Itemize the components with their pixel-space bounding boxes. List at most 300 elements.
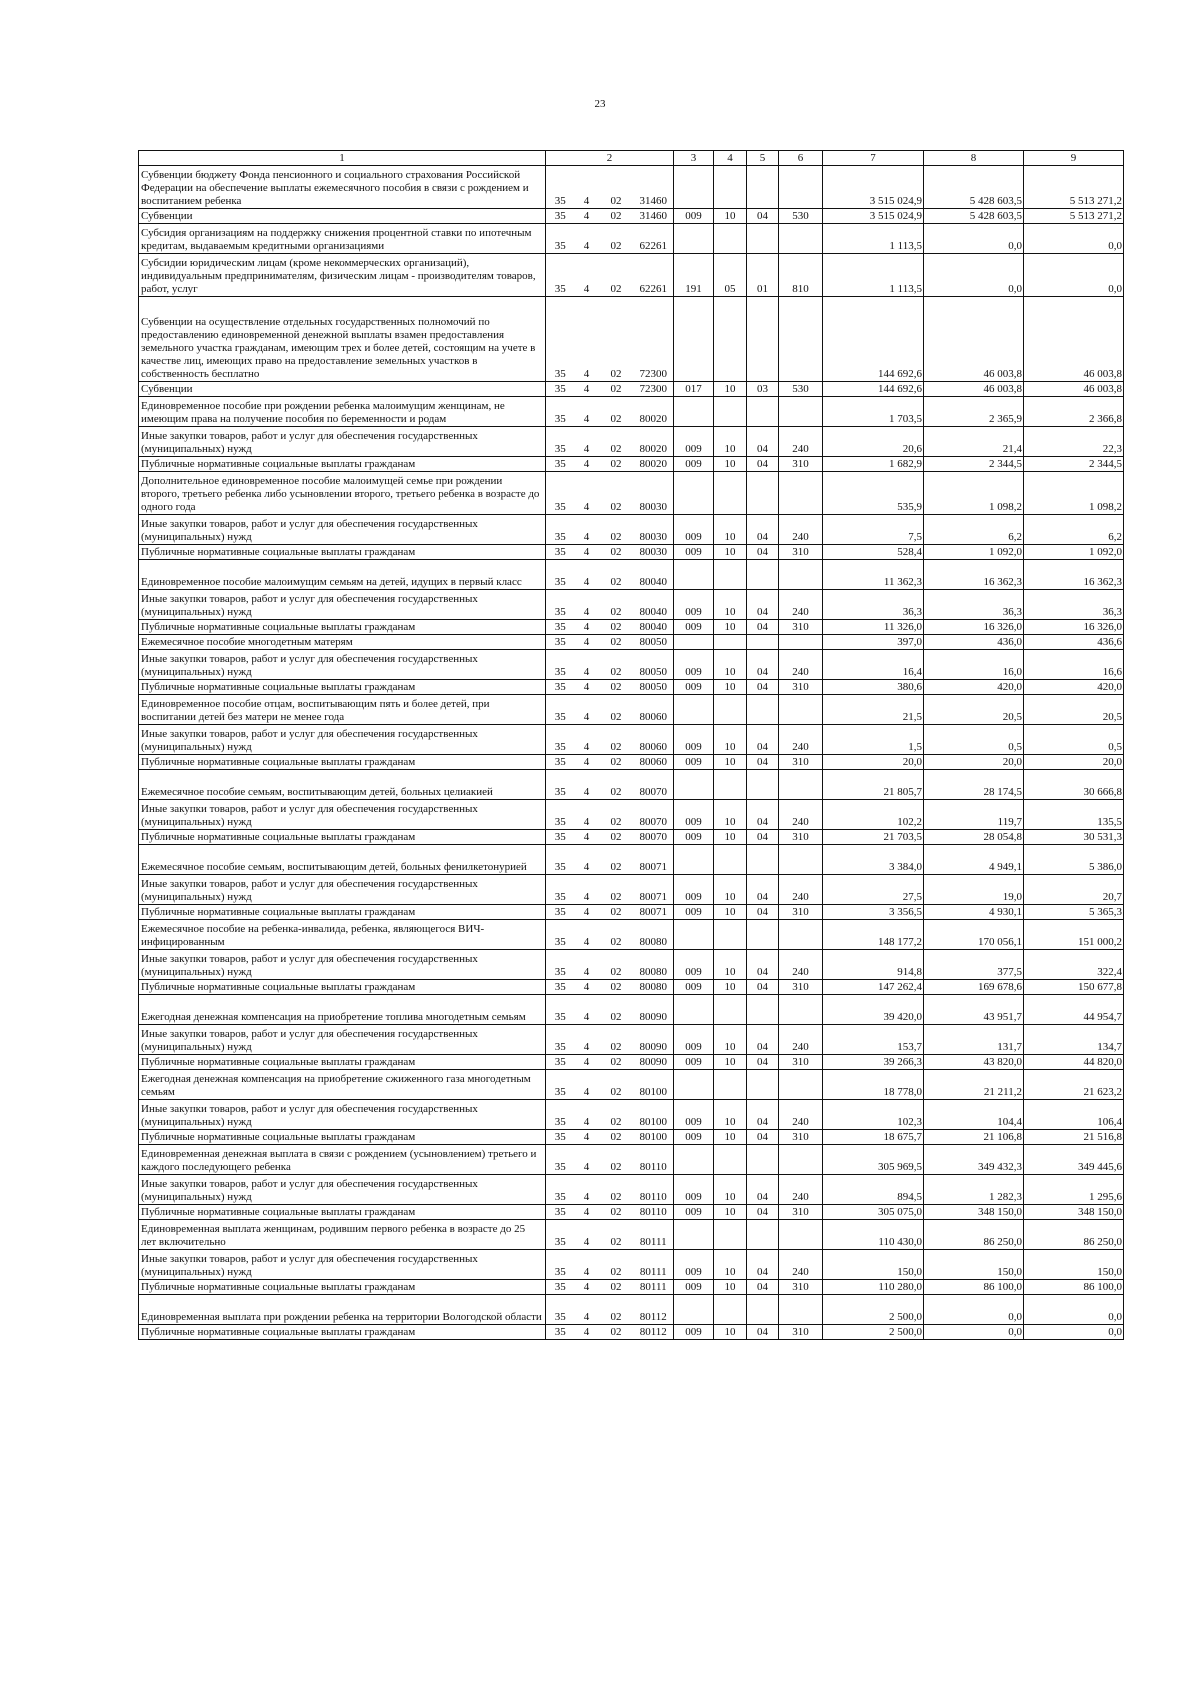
code-subsection (747, 397, 779, 427)
code-subsection (747, 224, 779, 254)
code-subprogram: 02 (599, 427, 634, 457)
table-row (139, 1070, 1124, 1100)
code-section: 10 (714, 1025, 747, 1055)
code-direction: 80050 (634, 650, 674, 680)
code-section: 10 (714, 209, 747, 224)
table-row (139, 875, 1124, 905)
amount-year-1: 380,6 (823, 680, 924, 695)
code-admin: 35 (546, 1130, 575, 1145)
code-ministry (674, 297, 714, 382)
row-name: Иные закупки товаров, работ и услуг для обеспечения государственных (муниципальных) нужд (139, 1250, 546, 1280)
code-direction: 80020 (634, 457, 674, 472)
amount-year-3: 436,6 (1024, 635, 1124, 650)
code-subprogram: 02 (599, 254, 634, 297)
code-subsection (747, 770, 779, 800)
code-admin: 35 (546, 845, 575, 875)
amount-year-3: 5 513 271,2 (1024, 209, 1124, 224)
code-expense-type: 240 (779, 1100, 823, 1130)
code-expense-type (779, 224, 823, 254)
amount-year-1: 528,4 (823, 545, 924, 560)
code-subprogram: 02 (599, 560, 634, 590)
row-name: Публичные нормативные социальные выплаты гражданам (139, 980, 546, 995)
amount-year-2: 4 949,1 (924, 845, 1024, 875)
code-section (714, 770, 747, 800)
code-expense-type (779, 1070, 823, 1100)
code-expense-type (779, 995, 823, 1025)
code-subsection: 04 (747, 980, 779, 995)
code-subsection: 04 (747, 545, 779, 560)
table-row (139, 920, 1124, 950)
code-subprogram: 02 (599, 297, 634, 382)
row-name: Иные закупки товаров, работ и услуг для обеспечения государственных (муниципальных) нужд (139, 875, 546, 905)
code-admin: 35 (546, 397, 575, 427)
code-ministry: 009 (674, 1055, 714, 1070)
amount-year-3: 86 250,0 (1024, 1220, 1124, 1250)
code-section (714, 995, 747, 1025)
table-row (139, 560, 1124, 590)
code-admin: 35 (546, 1325, 575, 1340)
table-row (139, 297, 1124, 382)
code-subprogram: 02 (599, 680, 634, 695)
code-subsection: 04 (747, 950, 779, 980)
code-section: 10 (714, 1175, 747, 1205)
table-row (139, 995, 1124, 1025)
code-expense-type: 240 (779, 427, 823, 457)
row-name: Субвенции на осуществление отдельных государственных полномочий по предоставлению единовременной денежной выплаты взамен предоставления земельного участка гражданам, имеющим трех и более детей, состоящим на учете в качестве лиц, имеющих право на предоставление земельных участков в собственность бесплатно (139, 297, 546, 382)
row-name: Публичные нормативные социальные выплаты гражданам (139, 1325, 546, 1340)
code-admin: 35 (546, 875, 575, 905)
code-direction: 80050 (634, 680, 674, 695)
code-admin: 35 (546, 224, 575, 254)
amount-year-3: 21 623,2 (1024, 1070, 1124, 1100)
code-section: 10 (714, 1280, 747, 1295)
code-subsection: 04 (747, 725, 779, 755)
code-program: 4 (575, 950, 599, 980)
code-ministry (674, 845, 714, 875)
code-direction: 80080 (634, 920, 674, 950)
table-row (139, 209, 1124, 224)
amount-year-1: 1 703,5 (823, 397, 924, 427)
code-expense-type: 240 (779, 590, 823, 620)
code-subsection (747, 472, 779, 515)
code-subsection: 04 (747, 1280, 779, 1295)
table-row (139, 427, 1124, 457)
amount-year-1: 153,7 (823, 1025, 924, 1055)
code-expense-type: 310 (779, 1280, 823, 1295)
code-subprogram: 02 (599, 1220, 634, 1250)
amount-year-1: 3 384,0 (823, 845, 924, 875)
code-ministry (674, 695, 714, 725)
amount-year-1: 21 805,7 (823, 770, 924, 800)
code-admin: 35 (546, 905, 575, 920)
amount-year-2: 2 344,5 (924, 457, 1024, 472)
code-ministry: 009 (674, 545, 714, 560)
row-name: Единовременное пособие при рождении ребенка малоимущим женщинам, не имеющим права на получение пособия по беременности и родам (139, 397, 546, 427)
code-direction: 31460 (634, 166, 674, 209)
code-program: 4 (575, 905, 599, 920)
code-subprogram: 02 (599, 650, 634, 680)
amount-year-3: 420,0 (1024, 680, 1124, 695)
amount-year-1: 1 113,5 (823, 254, 924, 297)
amount-year-3: 135,5 (1024, 800, 1124, 830)
code-direction: 80090 (634, 1025, 674, 1055)
code-direction: 31460 (634, 209, 674, 224)
amount-year-2: 43 820,0 (924, 1055, 1024, 1070)
code-subprogram: 02 (599, 920, 634, 950)
code-section: 10 (714, 427, 747, 457)
code-ministry: 191 (674, 254, 714, 297)
code-direction: 80090 (634, 1055, 674, 1070)
amount-year-1: 3 515 024,9 (823, 209, 924, 224)
code-section (714, 1070, 747, 1100)
code-program: 4 (575, 545, 599, 560)
code-program: 4 (575, 472, 599, 515)
code-program: 4 (575, 875, 599, 905)
code-expense-type: 240 (779, 515, 823, 545)
code-program: 4 (575, 920, 599, 950)
code-subprogram: 02 (599, 1130, 634, 1145)
code-admin: 35 (546, 209, 575, 224)
code-ministry (674, 635, 714, 650)
code-subsection: 04 (747, 515, 779, 545)
code-subsection: 04 (747, 209, 779, 224)
table-row (139, 515, 1124, 545)
amount-year-2: 43 951,7 (924, 995, 1024, 1025)
code-direction: 80112 (634, 1325, 674, 1340)
code-direction: 80030 (634, 515, 674, 545)
code-direction: 80060 (634, 755, 674, 770)
code-ministry (674, 770, 714, 800)
code-expense-type: 530 (779, 209, 823, 224)
code-program: 4 (575, 209, 599, 224)
amount-year-1: 16,4 (823, 650, 924, 680)
code-direction: 80111 (634, 1250, 674, 1280)
amount-year-1: 894,5 (823, 1175, 924, 1205)
amount-year-2: 5 428 603,5 (924, 166, 1024, 209)
amount-year-1: 110 280,0 (823, 1280, 924, 1295)
code-expense-type: 240 (779, 1175, 823, 1205)
code-expense-type: 310 (779, 830, 823, 845)
row-name: Публичные нормативные социальные выплаты гражданам (139, 1055, 546, 1070)
code-expense-type: 310 (779, 545, 823, 560)
table-row (139, 472, 1124, 515)
code-direction: 80110 (634, 1205, 674, 1220)
code-subsection: 04 (747, 1055, 779, 1070)
code-expense-type (779, 560, 823, 590)
code-ministry (674, 472, 714, 515)
amount-year-3: 20,7 (1024, 875, 1124, 905)
code-expense-type (779, 472, 823, 515)
amount-year-1: 27,5 (823, 875, 924, 905)
amount-year-1: 21 703,5 (823, 830, 924, 845)
code-subprogram: 02 (599, 905, 634, 920)
amount-year-1: 1 682,9 (823, 457, 924, 472)
code-ministry (674, 995, 714, 1025)
code-ministry: 009 (674, 620, 714, 635)
row-name: Ежемесячное пособие семьям, воспитывающим детей, больных целиакией (139, 770, 546, 800)
code-program: 4 (575, 800, 599, 830)
code-expense-type (779, 1295, 823, 1325)
table-row (139, 800, 1124, 830)
code-subsection: 04 (747, 1130, 779, 1145)
amount-year-2: 16,0 (924, 650, 1024, 680)
code-admin: 35 (546, 297, 575, 382)
row-name: Субсидии юридическим лицам (кроме некоммерческих организаций), индивидуальным предпринимателям, физическим лицам - производителям товаров, работ, услуг (139, 254, 546, 297)
row-name: Единовременная выплата при рождении ребенка на территории Вологодской области (139, 1295, 546, 1325)
code-expense-type (779, 1220, 823, 1250)
code-subprogram: 02 (599, 515, 634, 545)
code-program: 4 (575, 397, 599, 427)
amount-year-2: 0,0 (924, 1295, 1024, 1325)
code-section (714, 224, 747, 254)
code-program: 4 (575, 1100, 599, 1130)
code-direction: 80112 (634, 1295, 674, 1325)
code-admin: 35 (546, 800, 575, 830)
code-section: 10 (714, 800, 747, 830)
code-section: 05 (714, 254, 747, 297)
table-row (139, 905, 1124, 920)
code-ministry: 009 (674, 755, 714, 770)
code-direction: 62261 (634, 224, 674, 254)
code-ministry: 009 (674, 680, 714, 695)
amount-year-3: 150 677,8 (1024, 980, 1124, 995)
amount-year-3: 5 513 271,2 (1024, 166, 1124, 209)
code-admin: 35 (546, 755, 575, 770)
code-direction: 72300 (634, 297, 674, 382)
code-subprogram: 02 (599, 382, 634, 397)
code-ministry (674, 397, 714, 427)
code-subsection: 04 (747, 1205, 779, 1220)
row-name: Единовременное пособие отцам, воспитывающим пять и более детей, при воспитании детей без матери не менее года (139, 695, 546, 725)
amount-year-3: 46 003,8 (1024, 297, 1124, 382)
amount-year-3: 134,7 (1024, 1025, 1124, 1055)
code-program: 4 (575, 254, 599, 297)
code-ministry (674, 1295, 714, 1325)
amount-year-2: 86 250,0 (924, 1220, 1024, 1250)
amount-year-1: 3 515 024,9 (823, 166, 924, 209)
code-direction: 80070 (634, 800, 674, 830)
row-name: Публичные нормативные социальные выплаты гражданам (139, 905, 546, 920)
code-ministry: 009 (674, 980, 714, 995)
row-name: Иные закупки товаров, работ и услуг для обеспечения государственных (муниципальных) нужд (139, 1025, 546, 1055)
code-direction: 80100 (634, 1130, 674, 1145)
code-subsection (747, 920, 779, 950)
code-section: 10 (714, 950, 747, 980)
amount-year-1: 11 326,0 (823, 620, 924, 635)
row-name: Субвенции (139, 382, 546, 397)
code-section: 10 (714, 980, 747, 995)
code-section (714, 1145, 747, 1175)
amount-year-1: 148 177,2 (823, 920, 924, 950)
code-section: 10 (714, 1100, 747, 1130)
header-col-2: 2 (546, 151, 674, 166)
code-admin: 35 (546, 920, 575, 950)
table-row (139, 1145, 1124, 1175)
amount-year-2: 2 365,9 (924, 397, 1024, 427)
table-row (139, 166, 1124, 209)
code-subprogram: 02 (599, 950, 634, 980)
code-section (714, 1295, 747, 1325)
amount-year-1: 305 075,0 (823, 1205, 924, 1220)
code-admin: 35 (546, 382, 575, 397)
code-subsection: 04 (747, 1025, 779, 1055)
table-row (139, 695, 1124, 725)
amount-year-1: 102,2 (823, 800, 924, 830)
code-program: 4 (575, 650, 599, 680)
code-admin: 35 (546, 1220, 575, 1250)
amount-year-2: 20,0 (924, 755, 1024, 770)
table-row (139, 1220, 1124, 1250)
code-section (714, 1220, 747, 1250)
amount-year-3: 44 954,7 (1024, 995, 1124, 1025)
code-subprogram: 02 (599, 1175, 634, 1205)
code-subsection (747, 1220, 779, 1250)
code-program: 4 (575, 1145, 599, 1175)
code-subprogram: 02 (599, 1025, 634, 1055)
code-ministry: 009 (674, 1280, 714, 1295)
amount-year-3: 30 531,3 (1024, 830, 1124, 845)
code-expense-type (779, 695, 823, 725)
code-admin: 35 (546, 1295, 575, 1325)
code-subprogram: 02 (599, 845, 634, 875)
amount-year-3: 16 326,0 (1024, 620, 1124, 635)
amount-year-1: 144 692,6 (823, 382, 924, 397)
code-ministry (674, 1220, 714, 1250)
code-direction: 80060 (634, 725, 674, 755)
amount-year-3: 30 666,8 (1024, 770, 1124, 800)
amount-year-1: 18 778,0 (823, 1070, 924, 1100)
code-expense-type (779, 635, 823, 650)
amount-year-3: 0,5 (1024, 725, 1124, 755)
row-name: Ежемесячное пособие семьям, воспитывающим детей, больных фенилкетонурией (139, 845, 546, 875)
code-subprogram: 02 (599, 770, 634, 800)
code-ministry (674, 166, 714, 209)
amount-year-1: 7,5 (823, 515, 924, 545)
code-direction: 80060 (634, 695, 674, 725)
amount-year-3: 36,3 (1024, 590, 1124, 620)
row-name: Публичные нормативные социальные выплаты гражданам (139, 755, 546, 770)
amount-year-2: 1 282,3 (924, 1175, 1024, 1205)
code-subprogram: 02 (599, 224, 634, 254)
code-expense-type: 310 (779, 1055, 823, 1070)
code-program: 4 (575, 725, 599, 755)
amount-year-1: 535,9 (823, 472, 924, 515)
code-subprogram: 02 (599, 457, 634, 472)
table-row (139, 1295, 1124, 1325)
code-expense-type: 240 (779, 950, 823, 980)
code-expense-type: 240 (779, 650, 823, 680)
code-program: 4 (575, 1025, 599, 1055)
code-expense-type: 310 (779, 1205, 823, 1220)
code-subsection (747, 1070, 779, 1100)
code-program: 4 (575, 635, 599, 650)
code-subprogram: 02 (599, 1280, 634, 1295)
code-subsection: 04 (747, 1325, 779, 1340)
amount-year-3: 5 365,3 (1024, 905, 1124, 920)
code-subsection: 04 (747, 1100, 779, 1130)
code-section (714, 397, 747, 427)
amount-year-2: 28 054,8 (924, 830, 1024, 845)
amount-year-3: 22,3 (1024, 427, 1124, 457)
table-row (139, 725, 1124, 755)
code-section (714, 560, 747, 590)
code-admin: 35 (546, 980, 575, 995)
code-section: 10 (714, 650, 747, 680)
amount-year-2: 150,0 (924, 1250, 1024, 1280)
amount-year-3: 349 445,6 (1024, 1145, 1124, 1175)
code-direction: 80020 (634, 427, 674, 457)
code-admin: 35 (546, 1205, 575, 1220)
code-ministry (674, 920, 714, 950)
header-col-6: 6 (779, 151, 823, 166)
amount-year-3: 16,6 (1024, 650, 1124, 680)
row-name: Иные закупки товаров, работ и услуг для обеспечения государственных (муниципальных) нужд (139, 515, 546, 545)
code-direction: 80070 (634, 830, 674, 845)
code-admin: 35 (546, 620, 575, 635)
row-name: Публичные нормативные социальные выплаты гражданам (139, 680, 546, 695)
amount-year-3: 20,0 (1024, 755, 1124, 770)
code-ministry: 009 (674, 875, 714, 905)
table-row (139, 397, 1124, 427)
amount-year-1: 150,0 (823, 1250, 924, 1280)
header-col-1: 1 (139, 151, 546, 166)
code-subsection (747, 995, 779, 1025)
code-ministry: 009 (674, 457, 714, 472)
code-program: 4 (575, 457, 599, 472)
row-name: Субсидия организациям на поддержку снижения процентной ставки по ипотечным кредитам, выдаваемым кредитными организациями (139, 224, 546, 254)
code-subprogram: 02 (599, 209, 634, 224)
amount-year-3: 20,5 (1024, 695, 1124, 725)
code-subprogram: 02 (599, 1055, 634, 1070)
amount-year-1: 914,8 (823, 950, 924, 980)
amount-year-1: 110 430,0 (823, 1220, 924, 1250)
amount-year-2: 0,0 (924, 254, 1024, 297)
code-admin: 35 (546, 515, 575, 545)
amount-year-2: 86 100,0 (924, 1280, 1024, 1295)
code-subsection: 04 (747, 830, 779, 845)
code-expense-type: 240 (779, 875, 823, 905)
code-subsection (747, 560, 779, 590)
amount-year-1: 20,6 (823, 427, 924, 457)
row-name: Субвенции (139, 209, 546, 224)
code-subsection: 04 (747, 457, 779, 472)
code-section: 10 (714, 725, 747, 755)
code-admin: 35 (546, 995, 575, 1025)
table-row (139, 1205, 1124, 1220)
amount-year-2: 36,3 (924, 590, 1024, 620)
code-ministry: 009 (674, 1325, 714, 1340)
amount-year-2: 21,4 (924, 427, 1024, 457)
code-ministry: 009 (674, 800, 714, 830)
code-ministry: 009 (674, 1130, 714, 1145)
code-program: 4 (575, 680, 599, 695)
code-program: 4 (575, 382, 599, 397)
amount-year-1: 39 420,0 (823, 995, 924, 1025)
amount-year-1: 305 969,5 (823, 1145, 924, 1175)
code-ministry (674, 1070, 714, 1100)
code-expense-type: 310 (779, 680, 823, 695)
code-admin: 35 (546, 830, 575, 845)
code-program: 4 (575, 560, 599, 590)
code-program: 4 (575, 995, 599, 1025)
amount-year-2: 377,5 (924, 950, 1024, 980)
code-section: 10 (714, 875, 747, 905)
code-ministry: 009 (674, 725, 714, 755)
table-row (139, 1025, 1124, 1055)
code-admin: 35 (546, 725, 575, 755)
code-section: 10 (714, 1250, 747, 1280)
table-row (139, 590, 1124, 620)
